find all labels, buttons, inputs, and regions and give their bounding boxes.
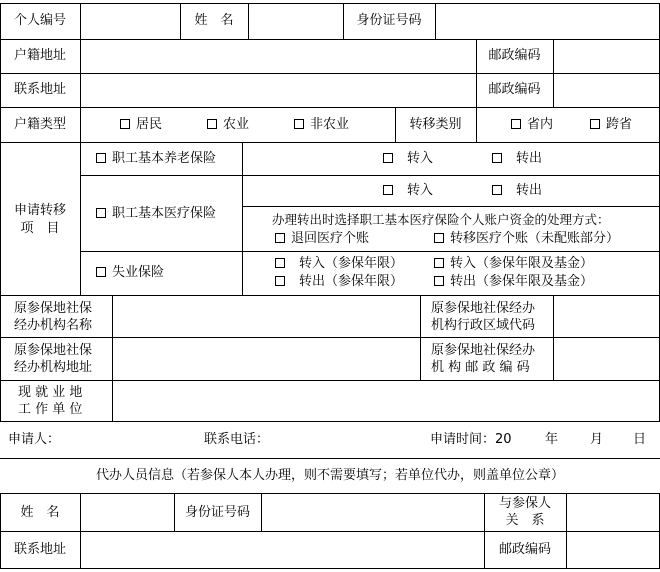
checkbox-icon (434, 258, 444, 268)
table-line (0, 142, 660, 143)
table-line (80, 107, 81, 142)
orig-agency-name-label: 原参保地社保 经办机构名称 (14, 301, 93, 333)
table-line (0, 3, 660, 4)
apply-items-label: 申请转移 项 目 (13, 203, 66, 236)
agent-address-label: 联系地址 (13, 542, 66, 557)
agent-name-field[interactable] (86, 500, 170, 524)
medical-refund-option[interactable]: 退回医疗个账 (275, 231, 369, 247)
current-employer-field[interactable] (118, 389, 654, 413)
relation-label: 与参保人 关 系 (498, 496, 551, 528)
agent-id-field[interactable] (266, 500, 480, 524)
unemployment-out-years-option[interactable]: 转出（参保年限） (275, 274, 403, 290)
table-line (420, 295, 421, 380)
agent-postal-label: 邮政编码 (498, 542, 551, 557)
name-label: 姓 名 (194, 13, 234, 28)
unemployment-insurance-option[interactable]: 失业保险 (96, 265, 164, 281)
checkbox-icon (96, 208, 106, 218)
personal-number-field[interactable] (84, 10, 176, 34)
agent-postal-field[interactable] (570, 538, 654, 562)
table-line (553, 39, 554, 107)
table-line (80, 493, 81, 568)
day-label: 日 (633, 432, 647, 447)
orig-agency-address-field[interactable] (118, 347, 414, 371)
transfer-type-inprovince-option[interactable]: 省内 (511, 117, 553, 133)
orig-agency-postal-field[interactable] (558, 347, 654, 371)
household-type-label: 户籍类型 (13, 117, 66, 132)
contact-phone-field[interactable] (276, 429, 416, 451)
checkbox-icon (96, 153, 106, 163)
orig-agency-postal-label: 原参保地社保经办 机 构 邮 政 编 码 (431, 343, 536, 375)
unemployment-out-years-fund-option[interactable]: 转出（参保年限及基金） (434, 274, 593, 290)
table-line (553, 295, 554, 380)
personal-number-label: 个人编号 (13, 13, 66, 28)
table-line (0, 531, 660, 532)
contact-postal-code-label: 邮政编码 (488, 82, 541, 97)
name-field[interactable] (252, 10, 340, 34)
pension-insurance-option[interactable]: 职工基本养老保险 (96, 151, 216, 167)
table-line (80, 251, 660, 252)
table-line (80, 3, 81, 39)
postal-code-label: 邮政编码 (488, 48, 541, 63)
household-type-resident-option[interactable]: 居民 (120, 117, 162, 133)
medical-transfer-in-option[interactable]: 转入 (383, 183, 433, 199)
contact-address-label: 联系地址 (13, 82, 66, 97)
table-line (0, 295, 660, 296)
table-line (0, 337, 660, 338)
table-line (0, 107, 660, 108)
id-number-field[interactable] (440, 10, 654, 34)
checkbox-icon (383, 153, 393, 163)
table-line (0, 421, 660, 422)
applicant-label: 申请人： (8, 432, 61, 447)
table-line (80, 175, 660, 176)
medical-transfer-out-option[interactable]: 转出 (492, 183, 542, 199)
checkbox-icon (511, 119, 521, 129)
table-line (566, 493, 567, 568)
medical-insurance-option[interactable]: 职工基本医疗保险 (96, 206, 216, 222)
table-line (0, 39, 660, 40)
table-line (242, 142, 243, 295)
checkbox-icon (120, 119, 130, 129)
table-line (0, 493, 660, 494)
household-type-agricultural-option[interactable]: 农业 (207, 117, 249, 133)
contact-postal-code-field[interactable] (558, 79, 654, 103)
id-number-label: 身份证号码 (356, 13, 422, 28)
applicant-field[interactable] (70, 429, 190, 451)
checkbox-icon (383, 185, 393, 195)
table-line (80, 39, 81, 107)
checkbox-icon (275, 276, 285, 286)
table-line (261, 493, 262, 531)
table-line (435, 3, 436, 39)
checkbox-icon (294, 119, 304, 129)
relation-field[interactable] (570, 500, 654, 524)
medical-note: 办理转出时选择职工基本医疗保险个人账户资金的处理方式： (272, 212, 610, 227)
transfer-type-crossprovince-option[interactable]: 跨省 (590, 117, 632, 133)
orig-agency-address-label: 原参保地社保 经办机构地址 (14, 343, 93, 375)
unemployment-in-years-fund-option[interactable]: 转入（参保年限及基金） (434, 256, 593, 272)
household-type-nonagricultural-option[interactable]: 非农业 (294, 117, 349, 133)
agent-address-field[interactable] (86, 538, 480, 562)
table-line (248, 3, 249, 39)
contact-phone-label: 联系电话： (204, 432, 270, 447)
checkbox-icon (207, 119, 217, 129)
pension-transfer-out-option[interactable]: 转出 (492, 151, 542, 167)
table-line (242, 206, 660, 207)
table-line (0, 73, 660, 74)
checkbox-icon (590, 119, 600, 129)
table-line (0, 458, 660, 459)
checkbox-icon (96, 267, 106, 277)
current-employer-label: 现 就 业 地 工 作 单 位 (18, 385, 83, 417)
checkbox-icon (275, 233, 285, 243)
table-line (80, 142, 81, 295)
apply-time-label: 申请时间：20 (430, 432, 512, 447)
checkbox-icon (434, 276, 444, 286)
household-address-field[interactable] (86, 45, 472, 69)
table-line (0, 380, 660, 381)
pension-transfer-in-option[interactable]: 转入 (383, 151, 433, 167)
household-address-label: 户籍地址 (13, 48, 66, 63)
contact-address-field[interactable] (86, 79, 472, 103)
checkbox-icon (492, 185, 502, 195)
agent-name-label: 姓 名 (20, 505, 60, 520)
table-line (476, 107, 477, 142)
postal-code-field[interactable] (558, 45, 654, 69)
year-label: 年 (545, 432, 559, 447)
orig-agency-region-code-field[interactable] (558, 305, 654, 329)
agent-id-label: 身份证号码 (184, 505, 250, 520)
month-label: 月 (590, 432, 604, 447)
medical-transfer-account-option[interactable]: 转移医疗个账（未配账部分） (434, 231, 619, 247)
checkbox-icon (434, 233, 444, 243)
unemployment-in-years-option[interactable]: 转入（参保年限） (275, 256, 403, 272)
orig-agency-name-field[interactable] (118, 305, 414, 329)
checkbox-icon (275, 258, 285, 268)
agent-info-title: 代办人员信息（若参保人本人办理，则不需要填写；若单位代办，则盖单位公章） (95, 468, 564, 483)
table-line (112, 295, 113, 421)
table-line (0, 568, 660, 569)
orig-agency-region-code-label: 原参保地社保经办 机构行政区域代码 (431, 301, 536, 333)
transfer-type-label: 转移类别 (409, 117, 462, 132)
checkbox-icon (492, 153, 502, 163)
